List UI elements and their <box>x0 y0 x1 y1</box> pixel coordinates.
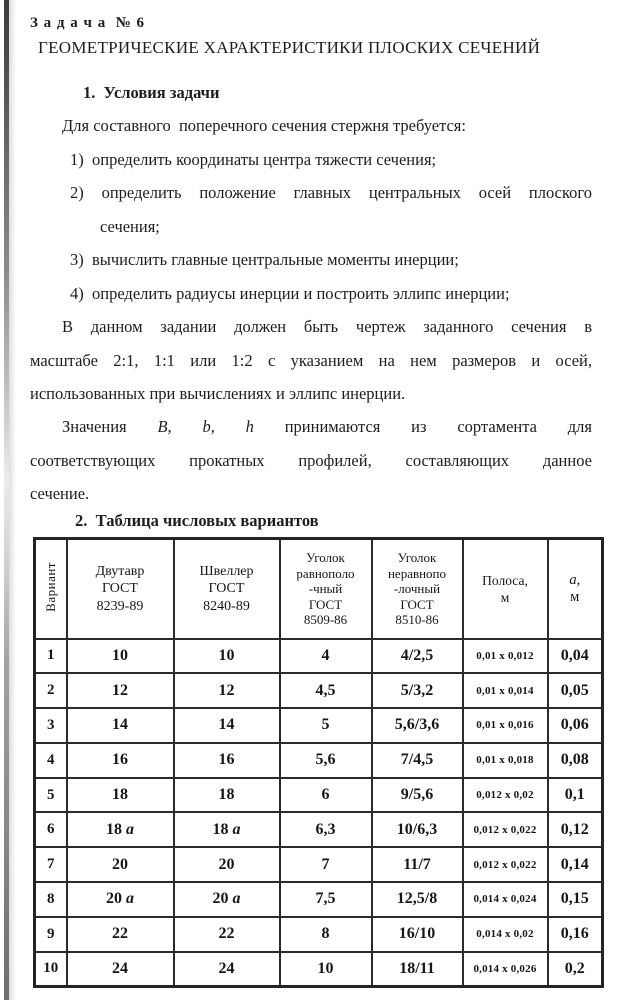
data-cell: 14 <box>174 708 280 743</box>
data-cell: 7 <box>280 847 372 882</box>
table-row <box>35 952 603 987</box>
variant-cell: 4 <box>35 743 67 778</box>
table-row <box>35 847 603 882</box>
text-line: использованных при вычислениях и эллипс инерции. <box>30 383 406 403</box>
data-cell: 0,01 x 0,014 <box>463 673 548 708</box>
section-heading: 1. Условия задачи <box>83 83 220 102</box>
variant-cell: 1 <box>35 639 67 674</box>
data-cell: 0,012 x 0,022 <box>463 847 548 882</box>
header-cell: a, м <box>548 539 603 639</box>
data-cell: 0,04 <box>548 639 603 674</box>
data-cell: 4/2,5 <box>372 639 463 674</box>
table-row <box>35 882 603 917</box>
data-cell: 5,6/3,6 <box>372 708 463 743</box>
header-cell: Полоса, м <box>463 539 548 639</box>
data-cell: 7,5 <box>280 882 372 917</box>
data-cell: 12,5/8 <box>372 882 463 917</box>
table-row <box>35 778 603 813</box>
data-cell: 0,01 x 0,018 <box>463 743 548 778</box>
data-cell: 7/4,5 <box>372 743 463 778</box>
data-cell: 0,15 <box>548 882 603 917</box>
table-row <box>35 743 603 778</box>
data-cell: 0,2 <box>548 952 603 987</box>
variant-cell: 2 <box>35 673 67 708</box>
data-cell: 4,5 <box>280 673 372 708</box>
table-row <box>35 708 603 743</box>
data-cell: 5 <box>280 708 372 743</box>
scan-edge-artifact <box>4 0 9 1000</box>
data-cell: 16 <box>174 743 280 778</box>
data-cell: 14 <box>67 708 174 743</box>
data-cell: 18 a <box>174 812 280 847</box>
data-cell: 0,014 x 0,024 <box>463 882 548 917</box>
text-line: В данном задании должен быть чертеж заданного сечения в <box>62 317 592 337</box>
body-text <box>30 76 592 544</box>
data-cell: 20 a <box>67 882 174 917</box>
data-cell: 0,01 x 0,016 <box>463 708 548 743</box>
text-line: Для составного поперечного сечения стержня требуется: <box>62 116 466 136</box>
data-cell: 5,6 <box>280 743 372 778</box>
text-line: масштабе 2:1, 1:1 или 1:2 с указанием на нем размеров и осей, <box>30 350 592 370</box>
data-cell: 8 <box>280 917 372 952</box>
variants-table <box>33 537 604 988</box>
table-row <box>35 917 603 952</box>
data-cell: 20 <box>174 847 280 882</box>
text-line: сечение. <box>30 484 90 504</box>
data-cell: 0,014 x 0,02 <box>463 917 548 952</box>
data-cell: 0,14 <box>548 847 603 882</box>
data-cell: 6 <box>280 778 372 813</box>
text-line: Значения B, b, h принимаются из сортамента для <box>62 417 593 437</box>
header-cell: Швеллер ГОСТ 8240-89 <box>174 539 280 639</box>
text-line: соответствующих прокатных профилей, составляющих данное <box>30 450 592 470</box>
text-line: 4) определить радиусы инерции и построить эллипс инерции; <box>70 283 510 303</box>
data-cell: 5/3,2 <box>372 673 463 708</box>
variant-cell: 3 <box>35 708 67 743</box>
data-cell: 0,1 <box>548 778 603 813</box>
header-cell-variant <box>35 539 67 639</box>
data-cell: 18 a <box>67 812 174 847</box>
text-line: 1) определить координаты центра тяжести сечения; <box>70 149 437 169</box>
data-cell: 10 <box>280 952 372 987</box>
data-cell: 0,01 x 0,012 <box>463 639 548 674</box>
data-cell: 0,06 <box>548 708 603 743</box>
data-cell: 20 a <box>174 882 280 917</box>
vertical-header-label: Вариант <box>42 561 58 612</box>
data-cell: 0,012 x 0,022 <box>463 812 548 847</box>
data-cell: 10 <box>174 639 280 674</box>
data-cell: 0,08 <box>548 743 603 778</box>
table-row <box>35 639 603 674</box>
data-cell: 16/10 <box>372 917 463 952</box>
data-cell: 11/7 <box>372 847 463 882</box>
variant-cell: 6 <box>35 812 67 847</box>
table-row <box>35 812 603 847</box>
data-cell: 18/11 <box>372 952 463 987</box>
variant-cell: 8 <box>35 882 67 917</box>
data-cell: 9/5,6 <box>372 778 463 813</box>
variant-cell: 7 <box>35 847 67 882</box>
data-cell: 24 <box>67 952 174 987</box>
text-line: 2) определить положение главных центральных осей плоского <box>70 183 592 203</box>
data-cell: 18 <box>67 778 174 813</box>
data-cell: 22 <box>67 917 174 952</box>
data-cell: 10 <box>67 639 174 674</box>
text-line: сечения; <box>100 216 160 236</box>
header-cell: Уголок равнополо -чный ГОСТ 8509-86 <box>280 539 372 639</box>
data-cell: 24 <box>174 952 280 987</box>
problem-title: З а д а ч а № 6 <box>30 15 146 31</box>
header-cell: Уголок неравнопо -лочный ГОСТ 8510-86 <box>372 539 463 639</box>
data-cell: 4 <box>280 639 372 674</box>
data-cell: 0,16 <box>548 917 603 952</box>
data-cell: 18 <box>174 778 280 813</box>
data-cell: 20 <box>67 847 174 882</box>
header-cell: Двутавр ГОСТ 8239-89 <box>67 539 174 639</box>
data-cell: 10/6,3 <box>372 812 463 847</box>
data-cell: 22 <box>174 917 280 952</box>
variant-cell: 9 <box>35 917 67 952</box>
text-line: 3) вычислить главные центральные моменты инерции; <box>70 250 459 270</box>
table-row <box>35 673 603 708</box>
data-cell: 0,05 <box>548 673 603 708</box>
data-cell: 0,012 x 0,02 <box>463 778 548 813</box>
data-cell: 12 <box>174 673 280 708</box>
document-heading: ГЕОМЕТРИЧЕСКИЕ ХАРАКТЕРИСТИКИ ПЛОСКИХ СЕЧЕНИЙ <box>38 38 541 57</box>
variant-cell: 5 <box>35 778 67 813</box>
data-cell: 0,014 x 0,026 <box>463 952 548 987</box>
data-cell: 0,12 <box>548 812 603 847</box>
section-heading: 2. Таблица числовых вариантов <box>75 510 319 530</box>
data-cell: 6,3 <box>280 812 372 847</box>
data-cell: 12 <box>67 673 174 708</box>
data-cell: 16 <box>67 743 174 778</box>
variant-cell: 10 <box>35 952 67 987</box>
